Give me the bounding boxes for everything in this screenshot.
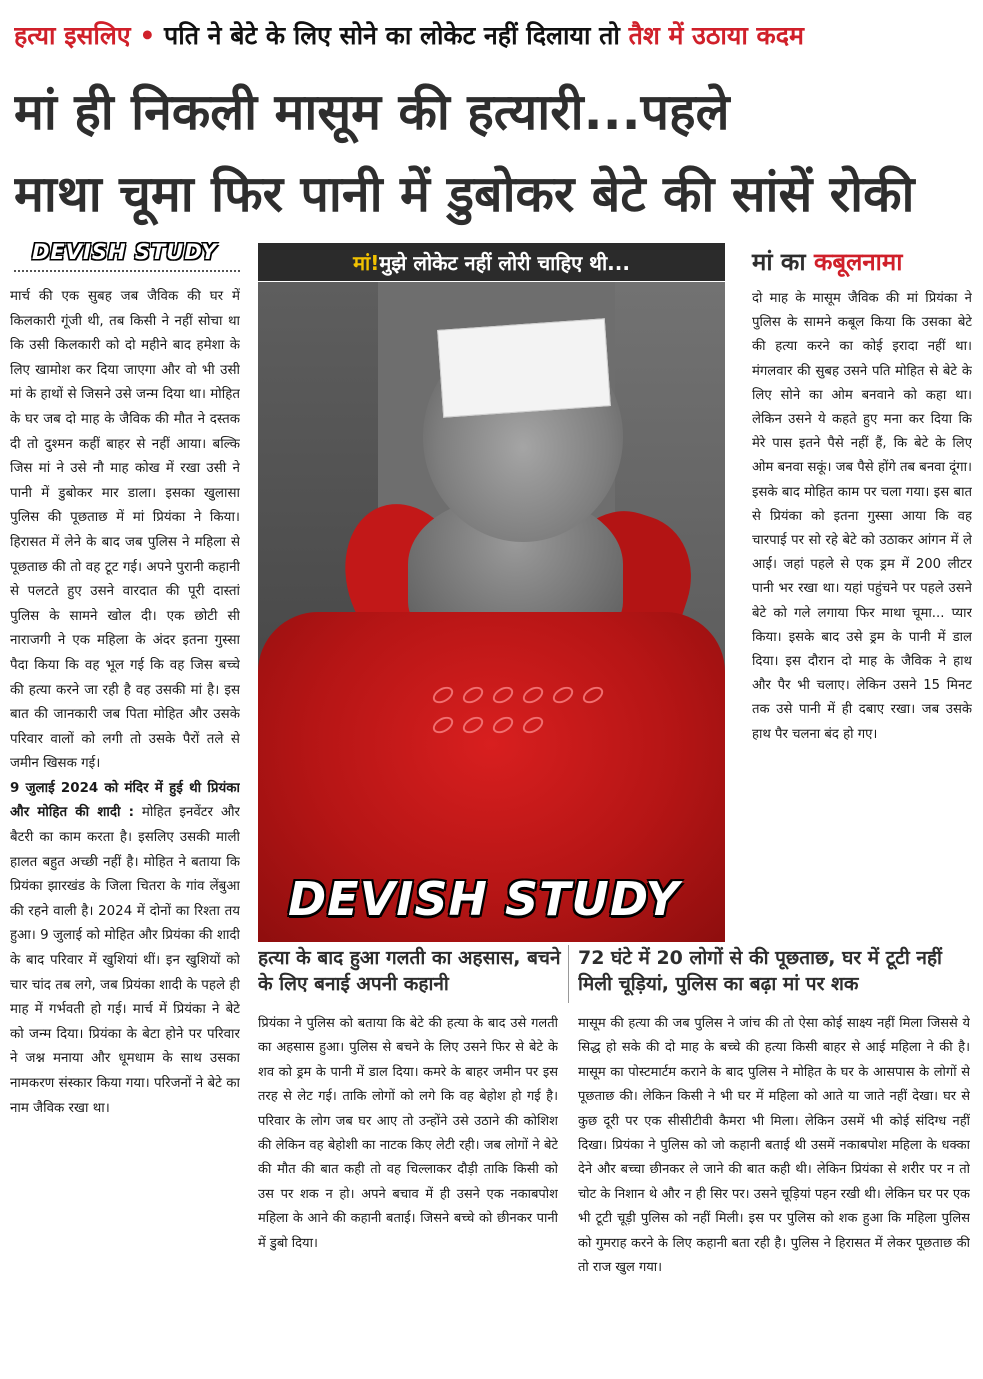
kicker-red-label: हत्या इसलिए	[14, 21, 131, 50]
mid-column-article	[258, 1012, 558, 1367]
right-column-article	[752, 287, 972, 927]
kicker-text: पति ने बेटे के लिए सोने का लोकेट नहीं दिलाया तो	[164, 21, 629, 50]
far-heading-text: 72 घंटे में 20 लोगों से की पूछताछ, घर में टूटी नहीं मिली चूड़ियां, पुलिस का बढ़ा मां पर शक	[578, 947, 942, 995]
right-column-title	[752, 245, 972, 278]
far-column-article	[578, 1012, 970, 1367]
headline-line-2: माथा चूमा फिर पानी में डुबोकर बेटे की सांसें रोकी	[14, 165, 915, 223]
mid-heading-text: हत्या के बाद हुआ गलती का अहसास, बचने के लिए बनाई अपनी कहानी	[258, 947, 561, 995]
right-paragraph: दो माह के मासूम जैविक की मां प्रियंका ने पुलिस के सामने कबूल किया कि उसका बेटे की हत्या करने का कोई इरादा नहीं था। मंगलवार की सुबह उसने पति मोहित से बेटे के लिए सोने का ओम बनवाने को कहा था। लेकिन उसने ये कहते हुए मना कर दिया कि मेरे पास इतने पैसे नहीं हैं, कि बेटे के लिए ओम बनवा सकूं। जब पैसे होंगे तब बनवा दूंगा। इसके बाद मोहित काम पर चला गया। इस बात से प्रियंका को इतना गुस्सा आया कि वह चारपाई पर सो रहे बेटे को उठाकर आंगन में ले आई। जहां पहले से एक ड्रम में 200 लीटर पानी भर रखा था। यहां पहुंचने पर पहले उसने बेटे को गले लगाया फिर माथा चूमा... प्यार किया। इसके बाद उसे ड्रम के पानी में डाल दिया। इस दौरान दो माह के जैविक ने हाथ और पैर भी चलाए। लेकिन उसने 15 मिनट तक उसे पानी में ही दबाए रखा। जब उसके हाथ पैर चलना बंद हो गए।	[752, 291, 972, 742]
dotted-divider	[14, 270, 240, 272]
headline-line-1: मां ही निकली मासूम की हत्यारी...पहले	[14, 83, 730, 141]
left-subheading: 9 जुलाई 2024 को मंदिर में हुई थी प्रियंका और मोहित की शादी :	[10, 780, 240, 821]
pattern-mark	[460, 683, 486, 706]
far-section-heading	[578, 945, 973, 997]
photo-cloth-pattern	[428, 682, 628, 742]
right-title-black: मां का	[752, 248, 814, 276]
pattern-mark	[460, 713, 486, 736]
mid-section-heading	[258, 945, 563, 997]
pattern-mark	[550, 683, 576, 706]
photo-paper-note	[437, 318, 611, 418]
left-paragraph-1: मार्च की एक सुबह जब जैविक की घर में किलकारी गूंजी थी, तब किसी ने नहीं सोचा था कि उसी किलकारी को दो महीने बाद हमेशा के लिए खामोश कर दिया जाएगा और वो भी उसी मां के हाथों से जिसने उसे जन्म दिया था। मोहित के घर जब दो माह के जैविक की मौत ने दस्तक दी तो दुश्मन कहीं बाहर से नहीं आया। बल्कि जिस मां ने उसे नौ माह कोख में रखा उसी ने पानी में डुबोकर मार डाला। इसका खुलासा पुलिस की पूछताछ में मां प्रियंका ने किया। हिरासत में लेने के बाद जब पुलिस ने महिला से पूछताछ की तो वह टूट गई। अपने पुरानी कहानी से पलटते हुए उसने वारदात की पूरी दास्तां पुलिस के सामने खोल दी। एक छोटी सी नाराजगी ने एक महिला के अंदर इतना गुस्सा पैदा किया कि वह भूल गई कि वह जिस बच्चे की हत्या करने जा रही है वह उसकी मां है। इस बात की जानकारी जब पिता मोहित और उसके परिवार वालों को लगी तो उसके पैरों तले से जमीन खिसक गई।	[10, 289, 240, 772]
pattern-mark	[520, 683, 546, 706]
kicker-red-end: तैश में उठाया कदम	[628, 21, 804, 50]
watermark-small: DEVISH STUDY	[32, 240, 218, 264]
photo-caption	[258, 243, 725, 281]
mid-paragraph: प्रियंका ने पुलिस को बताया कि बेटे की हत्या के बाद उसे गलती का अहसास हुआ। पुलिस से बचने के लिए उसने फिर से बेटे के शव को ड्रम के पानी में डाल दिया। कमरे के बाहर जमीन पर इस तरह से लेट गई। ताकि लोगों को लगे कि वह बेहोश हो गई है। परिवार के लोग जब घर आए तो उन्होंने उसे उठाने की कोशिश की लेकिन वह बेहोशी का नाटक किए लेटी रही। जब लोगों ने बेटे की मौत की बात कही तो वह चिल्लाकर दौड़ी ताकि किसी को उस पर शक न हो। अपने बचाव में ही उसने एक नकाबपोश महिला के आने की कहानी बताई। जिसने बच्चे को छीनकर पानी में डुबो दिया।	[258, 1016, 558, 1251]
kicker-line	[14, 18, 969, 68]
photo-caption-highlight: मां!	[353, 250, 380, 275]
left-paragraph-2-text: मोहित इनवेंटर और बैटरी का काम करता है। इसलिए उसकी माली हालत बहुत अच्छी नहीं है। मोहित ने बताया कि प्रियंका झारखंड के जिला चितरा के गांव लेंबुआ की रहने वाली है। 2024 में दोनों का रिश्ता तय हुआ। 9 जुलाई को मोहित और प्रियंका की शादी के बाद परिवार में खुशियां थीं। इन खुशियों को चार चांद तब लगे, जब प्रियंका शादी के पहले ही माह में गर्भवती हो गई। मार्च में प्रियंका ने बेटे को जन्म दिया। प्रियंका के बेटा होने पर परिवार ने जश्न मनाया और धूमधाम के साथ उसका नामकरण संस्कार किया गया। परिजनों ने बेटे का नाम जैविक रखा था।	[10, 805, 240, 1116]
pattern-mark	[520, 713, 546, 736]
pattern-mark	[490, 713, 516, 736]
far-paragraph: मासूम की हत्या की जब पुलिस ने जांच की तो ऐसा कोई साक्ष्य नहीं मिला जिससे ये सिद्ध हो सके की दो माह के बच्चे की हत्या किसी बाहर से आई महिला ने की है। मासूम का पोस्टमार्टम कराने के बाद पुलिस ने मोहित के घर के आसपास के लोगों से पूछताछ की। लेकिन किसी ने भी घर में महिला को आते या जाते नहीं देखा। घर से कुछ दूरी पर एक सीसीटीवी कैमरा भी मिला। लेकिन उसमें भी कोई संदिग्ध नहीं दिखा। प्रियंका ने पुलिस को जो कहानी बताई थी उसमें नकाबपोश महिला के धक्का देने और बच्चा छीनकर ले जाने की बात कही थी। लेकिन प्रियंका से शरीर पर न तो चोट के निशान थे और न ही सिर पर। उसने चूड़ियां पहन रखी थी। लेकिन घर पर एक भी टूटी चूड़ी पुलिस को नहीं मिली। इस पर पुलिस को शक हुआ कि महिला पुलिस को गुमराह करने के लिए कहानी बता रही है। पुलिस ने हिरासत में लेकर पूछताछ की तो राज खुल गया।	[578, 1016, 970, 1276]
pattern-mark	[580, 683, 606, 706]
pattern-mark	[430, 683, 456, 706]
news-photo	[258, 282, 725, 942]
left-column-article	[10, 285, 240, 1360]
pattern-mark	[490, 683, 516, 706]
watermark-big: DEVISH STUDY	[288, 872, 680, 926]
pattern-mark	[430, 713, 456, 736]
photo-caption-text: मुझे लोकेट नहीं लोरी चाहिए थी...	[379, 250, 630, 275]
right-title-red: कबूलनामा	[813, 248, 903, 276]
kicker-bullet: •	[130, 21, 165, 50]
section-divider	[568, 945, 569, 1003]
left-paragraph-2	[10, 777, 240, 1121]
